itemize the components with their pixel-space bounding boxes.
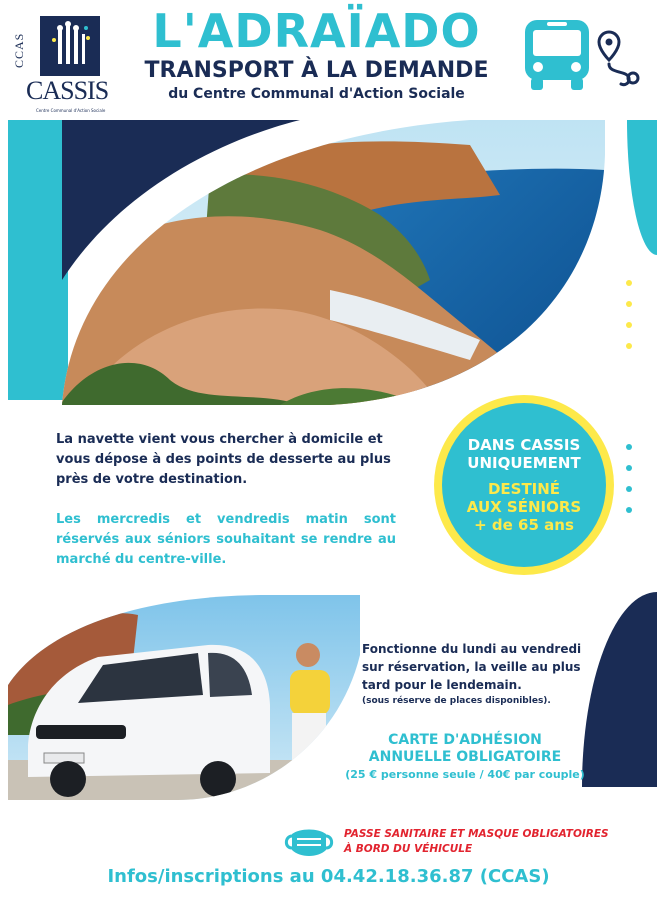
logo-cassis-text: CASSIS [26, 76, 109, 105]
sanitary-line-1: PASSE SANITAIRE ET MASQUE OBLIGATOIRES [344, 828, 609, 840]
hero-landscape-image [0, 120, 657, 405]
decor-teal-dots [624, 442, 634, 522]
logo-emblem [40, 16, 100, 76]
logo-subtitle: Centre Communal d'Action Sociale [36, 108, 106, 113]
sanitary-notice [344, 827, 644, 857]
contact-footer: Infos/inscriptions au 04.42.18.36.87 (CCAS) [107, 866, 550, 887]
van-photo [8, 595, 360, 800]
page-subtitle-2: du Centre Communal d'Action Sociale [168, 86, 465, 102]
badge-line-1: DANS CASSIS [467, 436, 581, 454]
schedule-note: (sous réserve de places disponibles). [362, 696, 551, 706]
decor-yellow-dots [624, 278, 634, 358]
route-pin-icon [597, 28, 643, 88]
page-subtitle: TRANSPORT À LA DEMANDE [144, 58, 489, 83]
membership-price: (25 € personne seule / 40€ par couple) [345, 768, 585, 781]
schedule-text: Fonctionne du lundi au vendredi sur réservation, la veille au plus tard pour le lendemain. [362, 642, 582, 692]
badge-line-5: + de 65 ans [474, 516, 574, 534]
service-description: La navette vient vous chercher à domicile et vous dépose à des points de desserte au plus près de votre destination. [56, 432, 391, 487]
face-mask-icon [282, 826, 336, 860]
seniors-badge [434, 395, 614, 575]
badge-line-3: DESTINÉ [487, 480, 561, 498]
badge-line-4: AUX SÉNIORS [466, 498, 582, 516]
badge-line-2: UNIQUEMENT [467, 454, 581, 472]
membership-line-2: ANNUELLE OBLIGATOIRE [368, 749, 562, 765]
membership-line-1: CARTE D'ADHÉSION [388, 732, 542, 748]
decor-navy-band-right [582, 592, 657, 787]
ccas-cassis-logo [12, 10, 112, 113]
bus-icon [521, 14, 593, 92]
sanitary-line-2: À BORD DU VÉHICULE [344, 843, 473, 855]
logo-ccas-text: CCAS [12, 32, 26, 68]
membership-title [340, 732, 590, 766]
page-title: L'ADRAÏADO [152, 4, 481, 58]
market-days-description: Les mercredis et vendredis matin sont réservés aux séniors souhaitant se rendre au marché du centre-ville. [56, 512, 396, 567]
